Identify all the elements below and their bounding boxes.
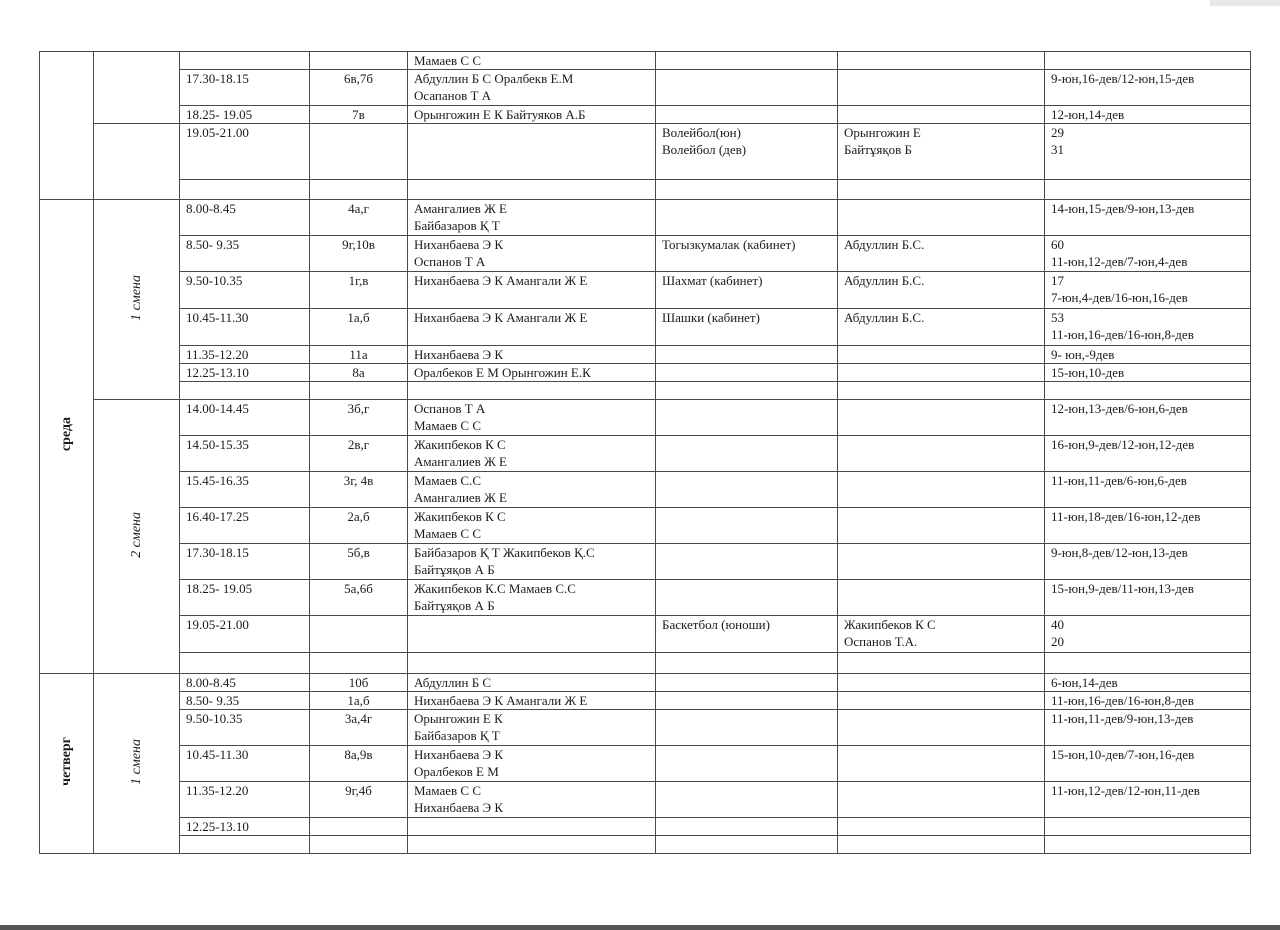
teachers-cell [408,818,656,836]
coach-cell [838,70,1045,106]
coach-cell [838,382,1045,400]
result-cell: 60 11-юн,12-дев/7-юн,4-дев [1045,236,1251,272]
shift-cell-blank [94,52,180,124]
table-row [40,309,1251,346]
table-row [40,382,1251,400]
table-row [40,52,1251,70]
coach-cell [838,200,1045,236]
section-cell: Волейбол(юн) Волейбол (дев) [656,124,838,180]
coach-cell [838,818,1045,836]
teachers-cell: Абдуллин Б С Оралбекв Е.М Осапанов Т А [408,70,656,106]
time-cell [180,180,310,200]
time-cell: 18.25- 19.05 [180,580,310,616]
time-cell: 19.05-21.00 [180,124,310,180]
day-label: четверг [59,737,74,786]
time-cell: 8.00-8.45 [180,674,310,692]
teachers-cell: Мамаев С С [408,52,656,70]
table-row [40,653,1251,674]
class-cell [310,382,408,400]
result-cell: 9- юн,-9дев [1045,346,1251,364]
shift-label: 1 смена [129,738,144,785]
class-cell [310,616,408,653]
teachers-cell: Абдуллин Б С [408,674,656,692]
table-row [40,580,1251,616]
shift-label: 1 смена [129,274,144,321]
class-cell: 9г,10в [310,236,408,272]
section-cell [656,580,838,616]
result-cell: 15-юн,10-дев [1045,364,1251,382]
result-cell: 11-юн,12-дев/12-юн,11-дев [1045,782,1251,818]
result-cell: 9-юн,8-дев/12-юн,13-дев [1045,544,1251,580]
section-cell [656,200,838,236]
teachers-cell [408,836,656,854]
table-row [40,400,1251,436]
section-cell [656,106,838,124]
section-cell [656,818,838,836]
class-cell: 6в,7б [310,70,408,106]
table-row [40,272,1251,309]
time-cell: 19.05-21.00 [180,616,310,653]
time-cell: 11.35-12.20 [180,782,310,818]
time-cell: 11.35-12.20 [180,346,310,364]
section-cell [656,544,838,580]
schedule-table [39,51,1251,854]
time-cell [180,836,310,854]
time-cell: 9.50-10.35 [180,710,310,746]
teachers-cell [408,180,656,200]
table-row [40,710,1251,746]
time-cell [180,382,310,400]
class-cell: 3б,г [310,400,408,436]
table-row [40,544,1251,580]
scan-bottom-edge [0,925,1280,930]
time-cell: 12.25-13.10 [180,818,310,836]
time-cell: 12.25-13.10 [180,364,310,382]
shift-cell-first [94,674,180,854]
teachers-cell: Орынгожин Е К Байбазаров Қ Т [408,710,656,746]
table-row [40,180,1251,200]
class-cell: 5б,в [310,544,408,580]
section-cell [656,346,838,364]
coach-cell [838,346,1045,364]
coach-cell [838,180,1045,200]
time-cell: 14.00-14.45 [180,400,310,436]
teachers-cell: Жакипбеков К С Амангалиев Ж Е [408,436,656,472]
coach-cell [838,400,1045,436]
time-cell: 17.30-18.15 [180,70,310,106]
result-cell: 14-юн,15-дев/9-юн,13-дев [1045,200,1251,236]
table-row [40,836,1251,854]
section-cell [656,782,838,818]
class-cell [310,180,408,200]
class-cell [310,124,408,180]
teachers-cell: Мамаев С С Ниханбаева Э К [408,782,656,818]
class-cell: 2а,б [310,508,408,544]
section-cell [656,836,838,854]
result-cell [1045,52,1251,70]
coach-cell [838,544,1045,580]
scan-corner-artifact [1210,0,1280,6]
class-cell: 11а [310,346,408,364]
time-cell: 14.50-15.35 [180,436,310,472]
time-cell: 8.50- 9.35 [180,236,310,272]
result-cell [1045,180,1251,200]
coach-cell [838,674,1045,692]
result-cell: 29 31 [1045,124,1251,180]
result-cell: 15-юн,9-дев/11-юн,13-дев [1045,580,1251,616]
coach-cell [838,472,1045,508]
table-row [40,436,1251,472]
coach-cell: Орынгожин Е Байтұяқов Б [838,124,1045,180]
section-cell [656,52,838,70]
teachers-cell: Ниханбаева Э К Оспанов Т А [408,236,656,272]
result-cell: 12-юн,14-дев [1045,106,1251,124]
class-cell: 2в,г [310,436,408,472]
class-cell: 9г,4б [310,782,408,818]
table-row [40,70,1251,106]
table-row [40,818,1251,836]
result-cell: 11-юн,16-дев/16-юн,8-дев [1045,692,1251,710]
class-cell: 5а,6б [310,580,408,616]
teachers-cell [408,124,656,180]
time-cell: 15.45-16.35 [180,472,310,508]
section-cell [656,364,838,382]
section-cell [656,674,838,692]
section-cell [656,508,838,544]
result-cell: 11-юн,11-дев/6-юн,6-дев [1045,472,1251,508]
time-cell: 9.50-10.35 [180,272,310,309]
section-cell [656,180,838,200]
time-cell: 10.45-11.30 [180,309,310,346]
coach-cell: Жакипбеков К С Оспанов Т.А. [838,616,1045,653]
teachers-cell: Ниханбаева Э К [408,346,656,364]
day-cell-thursday [40,674,94,854]
day-label: среда [59,417,74,452]
section-cell: Баскетбол (юноши) [656,616,838,653]
coach-cell [838,580,1045,616]
result-cell: 12-юн,13-дев/6-юн,6-дев [1045,400,1251,436]
table-row [40,106,1251,124]
time-cell: 17.30-18.15 [180,544,310,580]
coach-cell [838,836,1045,854]
shift-cell-second [94,400,180,674]
result-cell: 11-юн,18-дев/16-юн,12-дев [1045,508,1251,544]
result-cell: 16-юн,9-дев/12-юн,12-дев [1045,436,1251,472]
teachers-cell: Байбазаров Қ Т Жакипбеков Қ.С Байтұяқов А Б [408,544,656,580]
table-row [40,472,1251,508]
table-row [40,346,1251,364]
table-row [40,200,1251,236]
result-cell: 9-юн,16-дев/12-юн,15-дев [1045,70,1251,106]
section-cell [656,710,838,746]
table-row [40,674,1251,692]
teachers-cell: Жакипбеков К С Мамаев С С [408,508,656,544]
table-row [40,508,1251,544]
result-cell: 53 11-юн,16-дев/16-юн,8-дев [1045,309,1251,346]
table-row [40,746,1251,782]
table-row [40,364,1251,382]
teachers-cell: Ниханбаева Э К Амангали Ж Е [408,272,656,309]
shift-cell-blank [94,124,180,200]
result-cell: 6-юн,14-дев [1045,674,1251,692]
teachers-cell: Орынгожин Е К Байтуяков А.Б [408,106,656,124]
teachers-cell: Мамаев С.С Амангалиев Ж Е [408,472,656,508]
class-cell: 10б [310,674,408,692]
class-cell: 1а,б [310,309,408,346]
day-cell-wednesday [40,200,94,674]
section-cell: Шахмат (кабинет) [656,272,838,309]
time-cell: 18.25- 19.05 [180,106,310,124]
coach-cell [838,508,1045,544]
time-cell: 8.00-8.45 [180,200,310,236]
result-cell: 11-юн,11-дев/9-юн,13-дев [1045,710,1251,746]
result-cell [1045,836,1251,854]
class-cell: 3г, 4в [310,472,408,508]
class-cell: 4а,г [310,200,408,236]
time-cell: 16.40-17.25 [180,508,310,544]
shift-label: 2 смена [129,511,144,558]
teachers-cell: Жакипбеков К.С Мамаев С.С Байтұяқов А Б [408,580,656,616]
table-row [40,692,1251,710]
teachers-cell: Оспанов Т А Мамаев С С [408,400,656,436]
table-row [40,782,1251,818]
result-cell: 15-юн,10-дев/7-юн,16-дев [1045,746,1251,782]
section-cell [656,746,838,782]
class-cell [310,836,408,854]
section-cell [656,653,838,674]
section-cell [656,70,838,106]
result-cell: 17 7-юн,4-дев/16-юн,16-дев [1045,272,1251,309]
time-cell: 8.50- 9.35 [180,692,310,710]
class-cell: 7в [310,106,408,124]
section-cell: Шашки (кабинет) [656,309,838,346]
class-cell: 8а,9в [310,746,408,782]
section-cell: Тогызкумалак (кабинет) [656,236,838,272]
table-row [40,124,1251,180]
result-cell: 40 20 [1045,616,1251,653]
class-cell: 1а,б [310,692,408,710]
time-cell [180,653,310,674]
coach-cell [838,692,1045,710]
result-cell [1045,653,1251,674]
table-row [40,236,1251,272]
day-cell-blank [40,52,94,200]
coach-cell [838,746,1045,782]
section-cell [656,472,838,508]
section-cell [656,382,838,400]
coach-cell [838,782,1045,818]
class-cell: 1г,в [310,272,408,309]
class-cell: 8а [310,364,408,382]
shift-cell-first [94,200,180,400]
table-row [40,616,1251,653]
teachers-cell: Ниханбаева Э К Амангали Ж Е [408,309,656,346]
class-cell: 3а,4г [310,710,408,746]
teachers-cell [408,382,656,400]
section-cell [656,692,838,710]
result-cell [1045,818,1251,836]
teachers-cell: Ниханбаева Э К Амангали Ж Е [408,692,656,710]
class-cell [310,52,408,70]
coach-cell [838,52,1045,70]
teachers-cell: Оралбеков Е М Орынгожин Е.К [408,364,656,382]
coach-cell: Абдуллин Б.С. [838,309,1045,346]
coach-cell [838,653,1045,674]
result-cell [1045,382,1251,400]
coach-cell: Абдуллин Б.С. [838,236,1045,272]
section-cell [656,436,838,472]
coach-cell: Абдуллин Б.С. [838,272,1045,309]
time-cell [180,52,310,70]
teachers-cell [408,653,656,674]
coach-cell [838,106,1045,124]
teachers-cell [408,616,656,653]
teachers-cell: Ниханбаева Э К Оралбеков Е М [408,746,656,782]
class-cell [310,653,408,674]
class-cell [310,818,408,836]
teachers-cell: Амангалиев Ж Е Байбазаров Қ Т [408,200,656,236]
coach-cell [838,710,1045,746]
coach-cell [838,436,1045,472]
section-cell [656,400,838,436]
coach-cell [838,364,1045,382]
time-cell: 10.45-11.30 [180,746,310,782]
